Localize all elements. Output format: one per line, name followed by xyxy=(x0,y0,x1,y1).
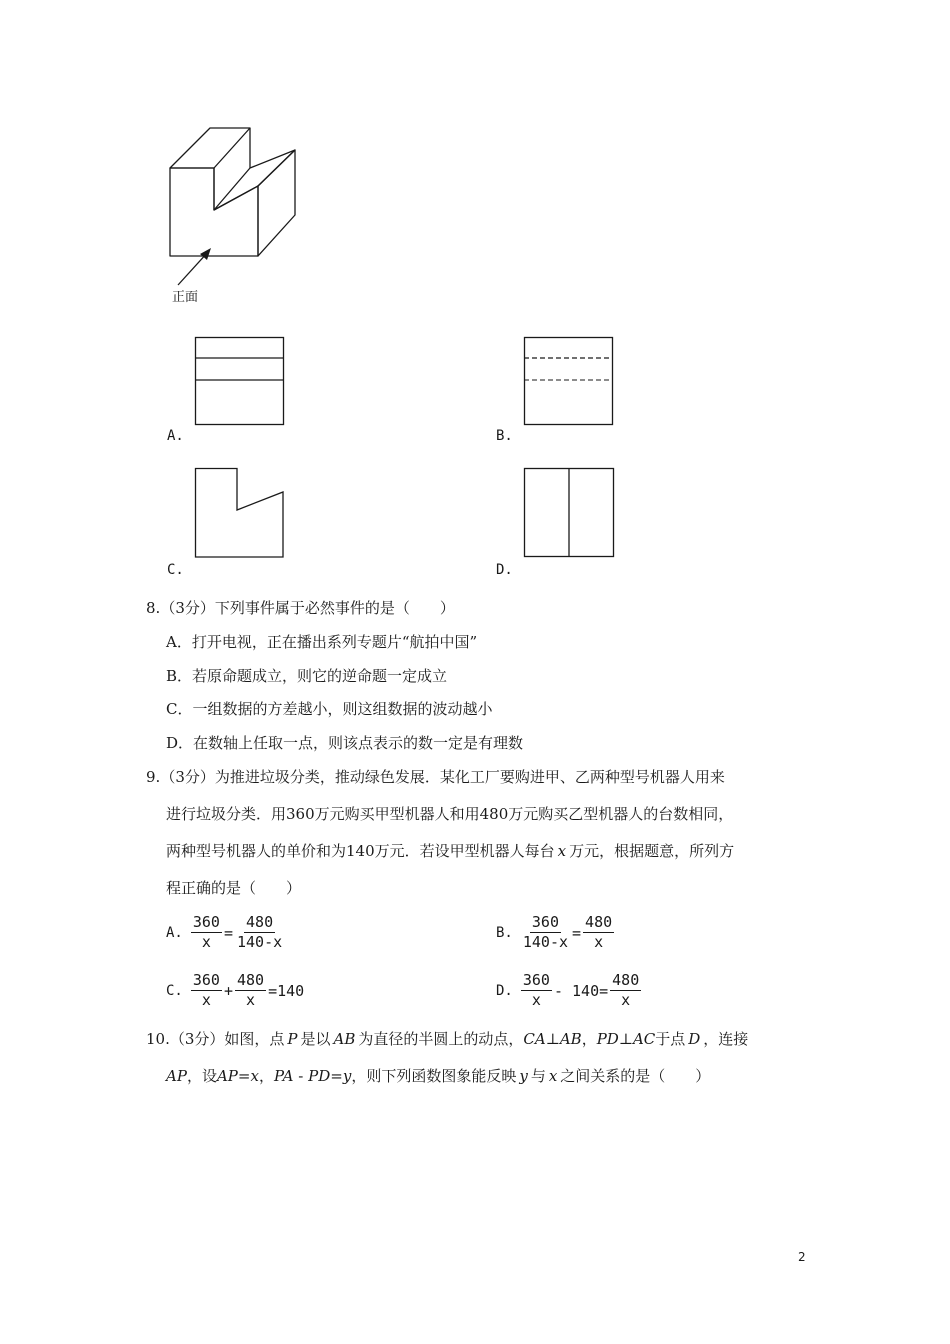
denominator: x xyxy=(246,991,256,1009)
right-face xyxy=(258,150,295,256)
top-face xyxy=(170,128,250,168)
text: ， xyxy=(258,1067,274,1085)
numerator: 480 xyxy=(236,971,265,989)
question-9-option-c xyxy=(166,971,304,1010)
notch-face xyxy=(214,150,295,210)
variable-y: y xyxy=(342,1067,352,1085)
denominator: x xyxy=(531,991,541,1009)
question-9-score: （3分） xyxy=(160,768,215,786)
point-d: D xyxy=(688,1030,701,1048)
question-9-option-d xyxy=(496,971,641,1010)
denominator: 140-x xyxy=(522,933,569,951)
option-label: C. xyxy=(166,982,183,999)
numerator: 360 xyxy=(531,913,559,931)
segment-pd: PD xyxy=(596,1030,619,1048)
question-10-line-2 xyxy=(166,1066,710,1086)
option-label: B. xyxy=(496,924,513,941)
fraction xyxy=(191,971,222,1010)
segment-ap: AP xyxy=(166,1067,187,1085)
text: ， xyxy=(581,1030,597,1048)
denominator: x xyxy=(621,991,631,1009)
operator: - 140= xyxy=(553,981,609,1000)
fraction xyxy=(583,913,614,952)
question-8-option-c: C．一组数据的方差越小，则这组数据的波动越小 xyxy=(166,700,493,718)
numerator: 480 xyxy=(246,913,274,931)
text: 于点 xyxy=(655,1030,686,1048)
segment-ab: AB xyxy=(559,1030,582,1048)
point-p: P xyxy=(287,1030,298,1048)
question-9-text-3b: 万元，根据题意，所列方 xyxy=(569,842,735,860)
question-8-score: （3分） xyxy=(160,599,215,617)
fraction xyxy=(235,913,284,952)
option-label: A. xyxy=(166,924,183,941)
question-8-stem xyxy=(146,598,455,618)
numerator: 360 xyxy=(522,971,550,989)
question-10-number: 10. xyxy=(146,1030,170,1048)
text: 与 xyxy=(530,1067,546,1085)
page-number: 2 xyxy=(798,1250,806,1264)
denominator: x xyxy=(201,933,211,951)
text: 之间关系的是（ ） xyxy=(560,1067,711,1085)
segment-ap: AP xyxy=(216,1067,238,1085)
question-9-number: 9. xyxy=(146,768,161,786)
question-9-line-1 xyxy=(146,767,725,787)
fraction xyxy=(521,913,570,952)
question-8-text: 下列事件属于必然事件的是（ ） xyxy=(214,599,455,617)
question-10-score: （3分） xyxy=(169,1030,225,1048)
segment-ac: AC xyxy=(632,1030,656,1048)
variable-x: x xyxy=(250,1067,259,1085)
question-9-line-3 xyxy=(166,841,734,861)
text: 是以 xyxy=(300,1030,331,1048)
question-8-option-b: B．若原命题成立，则它的逆命题一定成立 xyxy=(166,667,448,685)
equals: = xyxy=(237,1067,251,1085)
question-10-line-1 xyxy=(146,1029,748,1049)
variable-x: x xyxy=(557,842,567,860)
option-c-figure xyxy=(195,468,285,560)
numerator: 360 xyxy=(192,971,220,989)
equation-tail: =140 xyxy=(268,981,305,1000)
segment-ab: AB xyxy=(333,1030,356,1048)
numerator: 360 xyxy=(192,913,220,931)
operator: + xyxy=(223,981,233,1000)
minus: - xyxy=(293,1067,309,1085)
question-9-option-b xyxy=(496,913,614,952)
option-a-figure xyxy=(195,337,285,427)
option-b-label: B. xyxy=(496,428,513,444)
front-label: 正面 xyxy=(172,290,199,305)
perp-symbol: ⊥ xyxy=(618,1030,633,1048)
text: ，设 xyxy=(186,1067,217,1085)
question-8-number: 8. xyxy=(146,599,161,617)
variable-x: x xyxy=(548,1067,558,1085)
question-9-line-4: 程正确的是（ ） xyxy=(166,879,302,897)
option-label: D. xyxy=(496,982,513,999)
perp-symbol: ⊥ xyxy=(545,1030,560,1048)
text: ，则下列函数图象能反映 xyxy=(351,1067,517,1085)
option-d-label: D. xyxy=(496,562,513,578)
fraction xyxy=(610,971,641,1010)
denominator: x xyxy=(201,991,211,1009)
denominator: x xyxy=(594,933,604,951)
segment-ca: CA xyxy=(523,1030,546,1048)
text: ，连接 xyxy=(703,1030,749,1048)
question-9-text-1: 为推进垃圾分类，推动绿色发展．某化工厂要购进甲、乙两种型号机器人用来 xyxy=(214,768,725,786)
segment-pd: PD xyxy=(308,1067,331,1085)
equals: = xyxy=(330,1067,343,1085)
text: 如图，点 xyxy=(224,1030,285,1048)
option-b-figure xyxy=(524,337,614,427)
denominator: 140-x xyxy=(236,933,283,951)
fraction xyxy=(235,971,266,1010)
fraction xyxy=(521,971,552,1010)
question-8-option-a: A．打开电视，正在播出系列专题片“航拍中国” xyxy=(166,633,478,651)
question-9-text-3a: 两种型号机器人的单价和为140万元．若设甲型机器人每台 xyxy=(166,842,555,860)
option-d-figure xyxy=(524,468,616,560)
operator: = xyxy=(223,923,233,942)
fraction xyxy=(191,913,222,952)
option-a-label: A. xyxy=(167,428,184,444)
question-9-line-2: 进行垃圾分类．用360万元购买甲型机器人和用480万元购买乙型机器人的台数相同， xyxy=(166,805,734,823)
question-9-option-a xyxy=(166,913,284,952)
segment-pa: PA xyxy=(273,1067,294,1085)
text: 为直径的半圆上的动点， xyxy=(358,1030,524,1048)
variable-y: y xyxy=(519,1067,528,1085)
numerator: 480 xyxy=(612,971,640,989)
operator: = xyxy=(572,923,582,942)
numerator: 480 xyxy=(585,913,613,931)
question-8-option-d: D．在数轴上任取一点，则该点表示的数一定是有理数 xyxy=(166,734,524,752)
option-c-label: C. xyxy=(167,562,184,578)
